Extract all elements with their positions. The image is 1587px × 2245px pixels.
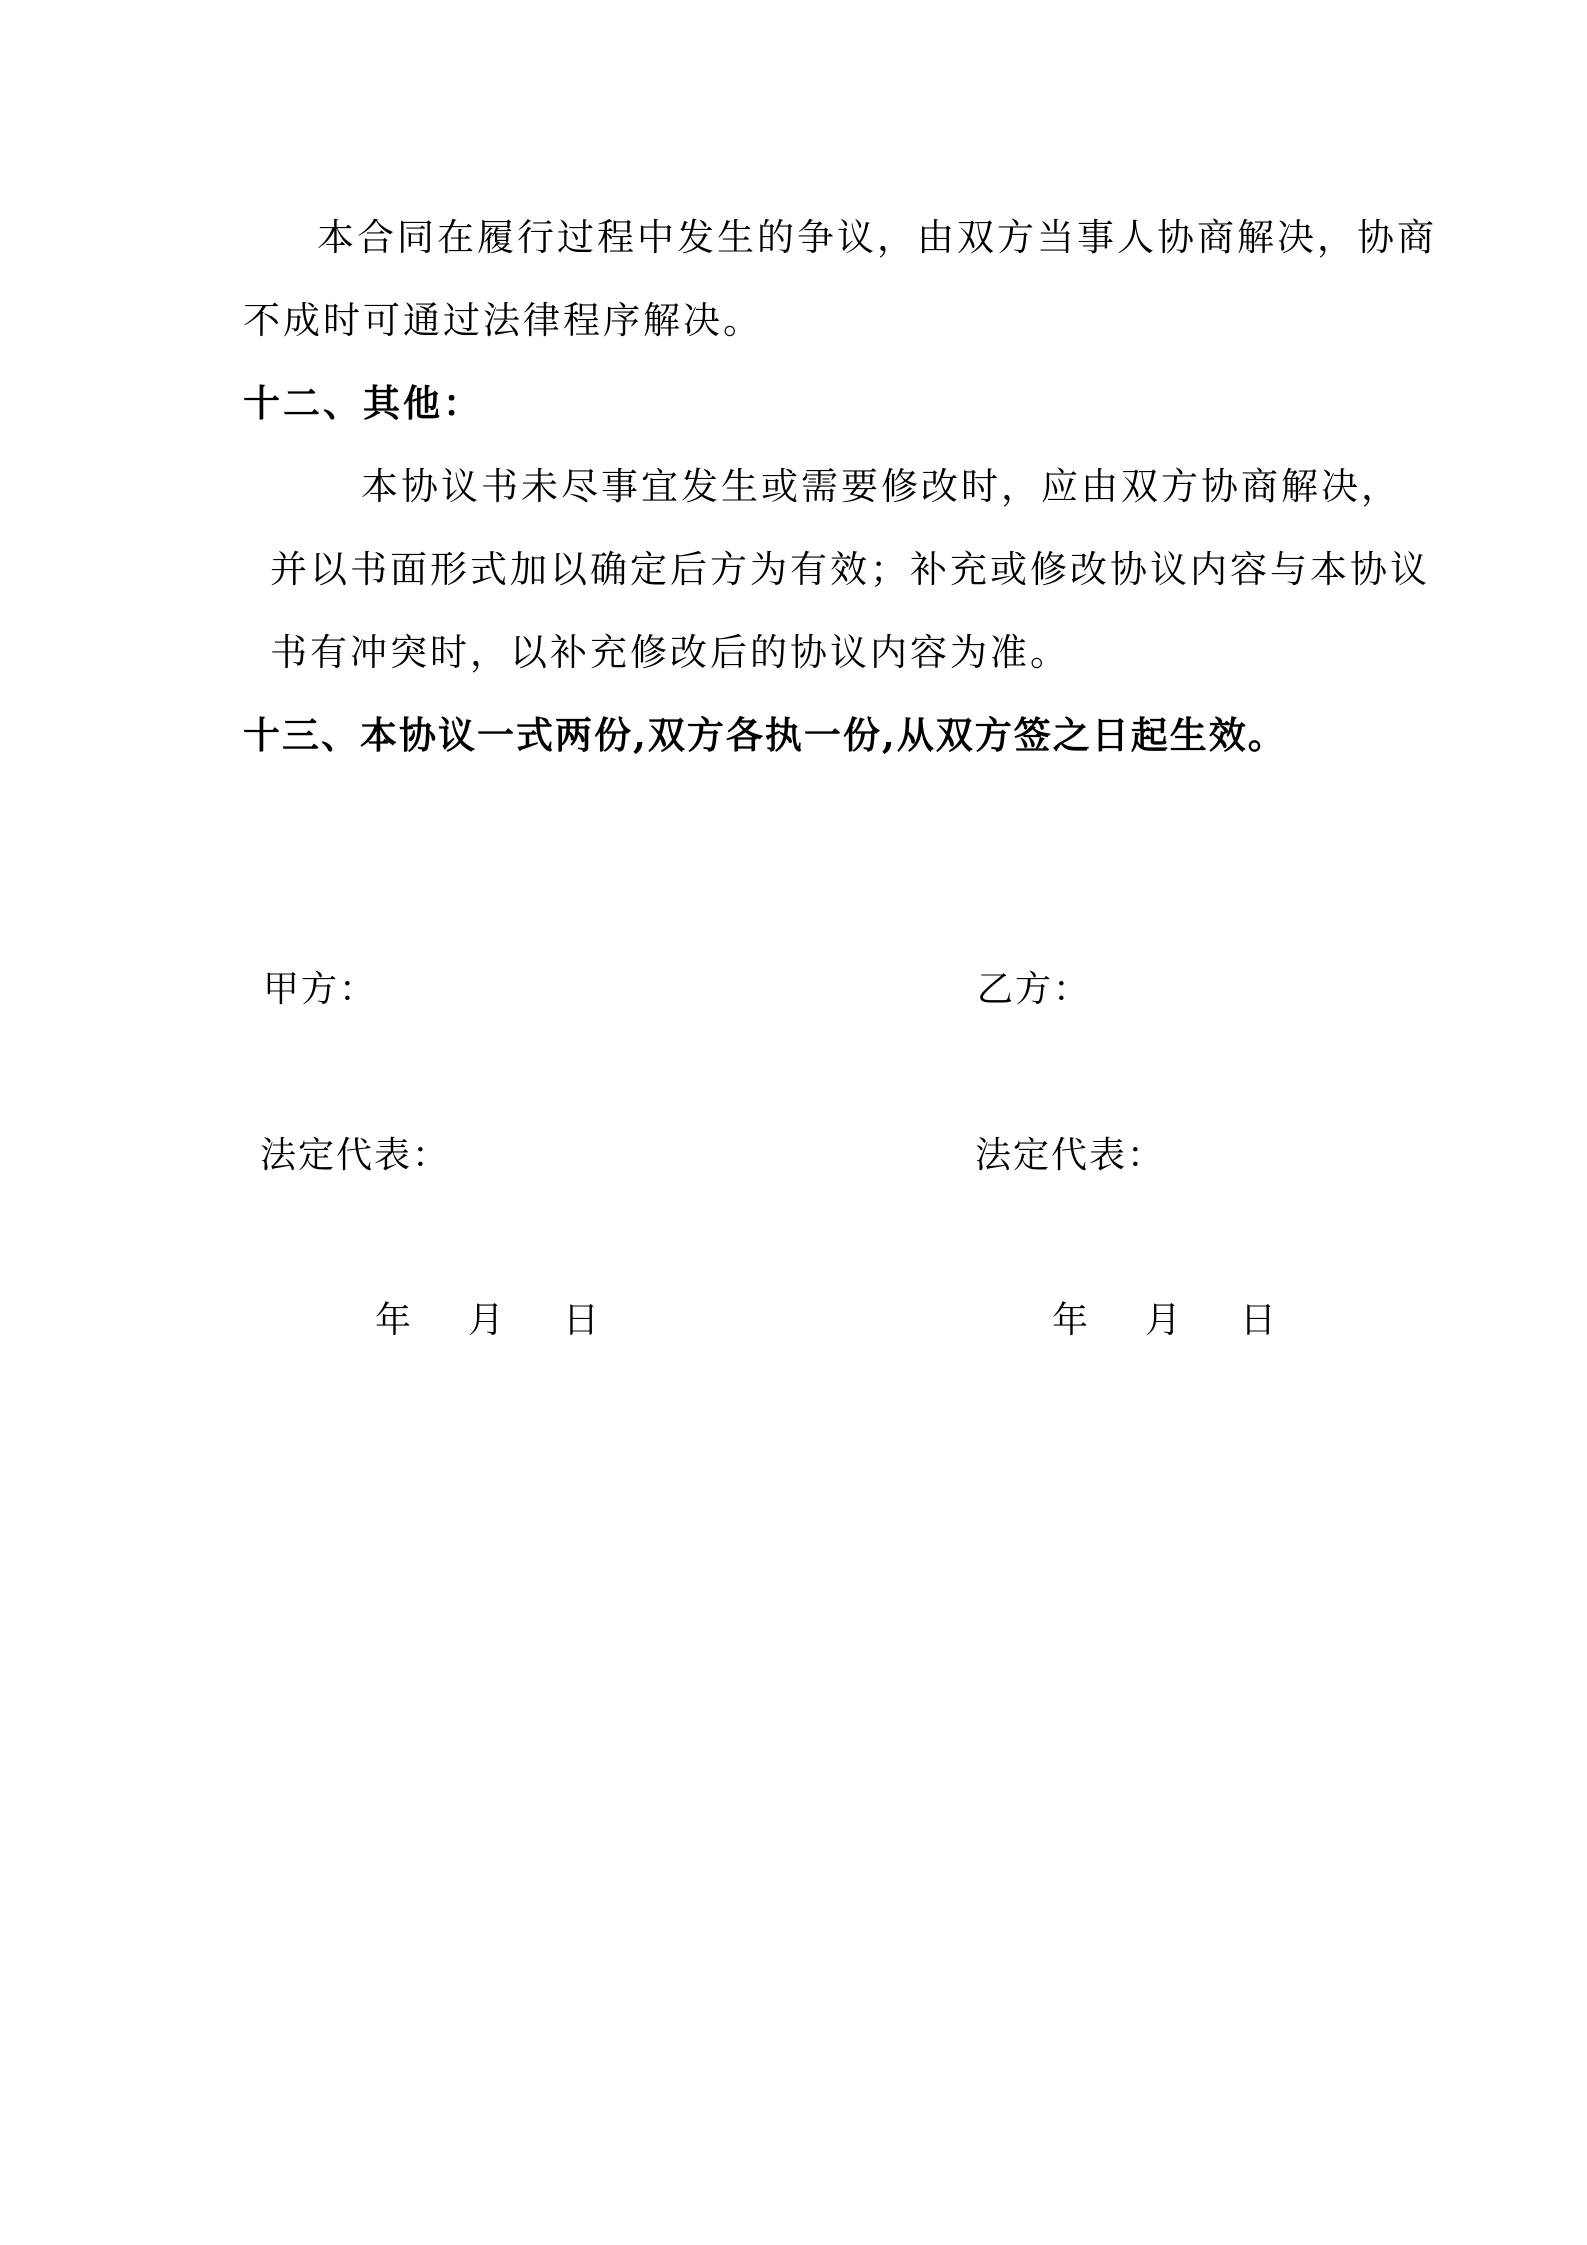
clause-11-line-1: 本合同在履行过程中发生的争议，由双方当事人协商解决，协商: [317, 216, 1437, 259]
date-b-year: 年: [1052, 1300, 1089, 1341]
rep-a-label: 法定代表：: [260, 1135, 451, 1176]
date-b-day: 日: [1240, 1300, 1277, 1341]
party-b-label: 乙方：: [977, 969, 1092, 1010]
rep-b-label: 法定代表：: [975, 1135, 1166, 1176]
date-a-month: 月: [468, 1300, 505, 1341]
clause-11-line-2: 不成时可通过法律程序解决。: [243, 299, 763, 342]
clause-13-heading: 十三、本协议一式两份,双方各执一份,从双方签之日起生效。: [243, 713, 1287, 757]
clause-12-line-3: 书有冲突时，以补充修改后的协议内容为准。: [270, 631, 1070, 674]
clause-12-heading: 十二、其他：: [243, 381, 483, 425]
party-a-label: 甲方：: [263, 969, 378, 1010]
date-a-day: 日: [563, 1300, 600, 1341]
date-b-month: 月: [1145, 1300, 1182, 1341]
date-a-year: 年: [375, 1300, 412, 1341]
clause-12-line-1: 本协议书未尽事宜发生或需要修改时，应由双方协商解决，: [361, 465, 1401, 508]
clause-12-line-2: 并以书面形式加以确定后方为有效；补充或修改协议内容与本协议: [270, 548, 1430, 591]
